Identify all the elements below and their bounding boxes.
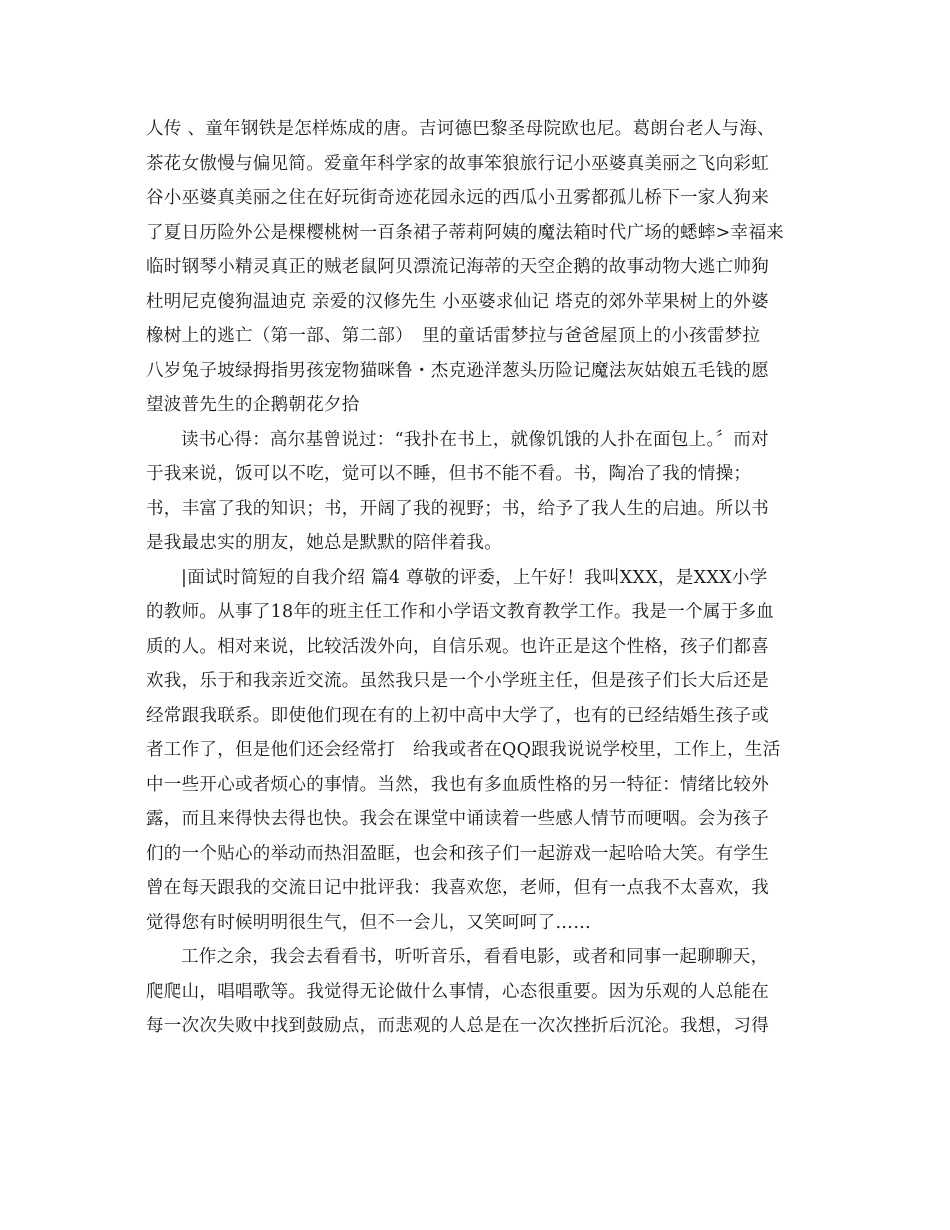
reading-paragraph bbox=[146, 423, 810, 561]
text-line: 茶花女傲慢与偏见简。爱童年科学家的故事笨狼旅行记小巫婆真美丽之飞向彩虹 bbox=[146, 153, 769, 174]
text-line: 于我来说，饭可以不吃，觉可以不睡，但书不能不看。书，陶冶了我的情操； bbox=[146, 464, 752, 484]
text-line: 望波普先生的企鹅朝花夕拾 bbox=[146, 395, 360, 415]
text-line: 的教师。从事了18年的班主任工作和小学语文教育教学工作。我是一个属于多血 bbox=[146, 602, 775, 622]
text-line: 八岁兔子坡绿拇指男孩宠物猫咪鲁・杰克逊洋葱头历险记魔法灰姑娘五毛钱的愿 bbox=[146, 360, 769, 381]
text-line: 质的人。相对来说，比较活泼外向，自信乐观。也许正是这个性格，孩子们都喜 bbox=[146, 636, 769, 657]
text-line: 欢我，乐于和我亲近交流。虽然我只是一个小学班主任，但是孩子们长大后还是 bbox=[146, 671, 769, 691]
text-line: 爬爬山，唱唱歌等。我觉得无论做什么事情，心态很重要。因为乐观的人总能在 bbox=[146, 981, 769, 1002]
text-line: 觉得您有时候明明很生气，但不一会儿，又笑呵呵了…… bbox=[146, 912, 591, 933]
text-line: 是我最忠实的朋友，她总是默默的陪伴着我。 bbox=[146, 533, 502, 553]
text-line: 曾在每天跟我的交流日记中批评我：我喜欢您，老师，但有一点我不太喜欢，我 bbox=[146, 878, 769, 898]
booklist-paragraph bbox=[146, 112, 810, 423]
text-line: 书，丰富了我的知识；书，开阔了我的视野；书，给予了我人生的启迪。所以书 bbox=[146, 498, 769, 519]
text-line: 谷小巫婆真美丽之住在好玩街奇迹花园永远的西瓜小丑雾都孤儿桥下一家人狗来 bbox=[146, 188, 769, 208]
text-line: |面试时简短的自我介绍 篇4 尊敬的评委，上午好！我叫XXX，是XXX小学 bbox=[181, 567, 768, 588]
text-line: 临时钢琴小精灵真正的贼老鼠阿贝漂流记海蒂的天空企鹅的故事动物大逃亡帅狗 bbox=[146, 257, 769, 277]
text-line: 露，而且来得快去得也快。我会在课堂中诵读着一些感人情节而哽咽。会为孩子 bbox=[146, 809, 769, 829]
text-line: 者工作了，但是他们还会经常打 给我或者在QQ跟我说说学校里，工作上，生活 bbox=[146, 740, 781, 760]
text-line: 杜明尼克傻狗温迪克 亲爱的汉修先生 小巫婆求仙记 塔克的郊外苹果树上的外婆 bbox=[146, 291, 769, 312]
text-line: 中一些开心或者烦心的事情。当然，我也有多血质性格的另一特征：情绪比较外 bbox=[146, 774, 769, 795]
text-line: 们的一个贴心的举动而热泪盈眶，也会和孩子们一起游戏一起哈哈大笑。有学生 bbox=[146, 843, 769, 864]
text-line: 工作之余，我会去看看书，听听音乐，看看电影，或者和同事一起聊聊天， bbox=[181, 947, 769, 967]
text-line: 了夏日历险外公是棵樱桃树一百条裙子蒂莉阿姨的魔法箱时代广场的蟋蟀>幸福来 bbox=[146, 222, 784, 243]
intro-paragraph bbox=[146, 561, 810, 941]
text-line: 每一次次失败中找到鼓励点，而悲观的人总是在一次次挫折后沉沦。我想，习得 bbox=[146, 1016, 769, 1036]
hobby-paragraph bbox=[146, 940, 810, 1044]
text-line: 读书心得：高尔基曾说过：“我扑在书上，就像饥饿的人扑在面包上。〞而对 bbox=[181, 429, 769, 450]
text-line: 橡树上的逃亡（第一部、第二部） 里的童话雷梦拉与爸爸屋顶上的小孩雷梦拉 bbox=[146, 326, 761, 346]
document-body bbox=[146, 112, 810, 1044]
text-line: 人传 、童年钢铁是怎样炼成的唐。吉诃德巴黎圣母院欧也尼。葛朗台老人与海、 bbox=[146, 119, 775, 139]
text-line: 经常跟我联系。即使他们现在有的上初中高中大学了，也有的已经结婚生孩子或 bbox=[146, 705, 769, 726]
